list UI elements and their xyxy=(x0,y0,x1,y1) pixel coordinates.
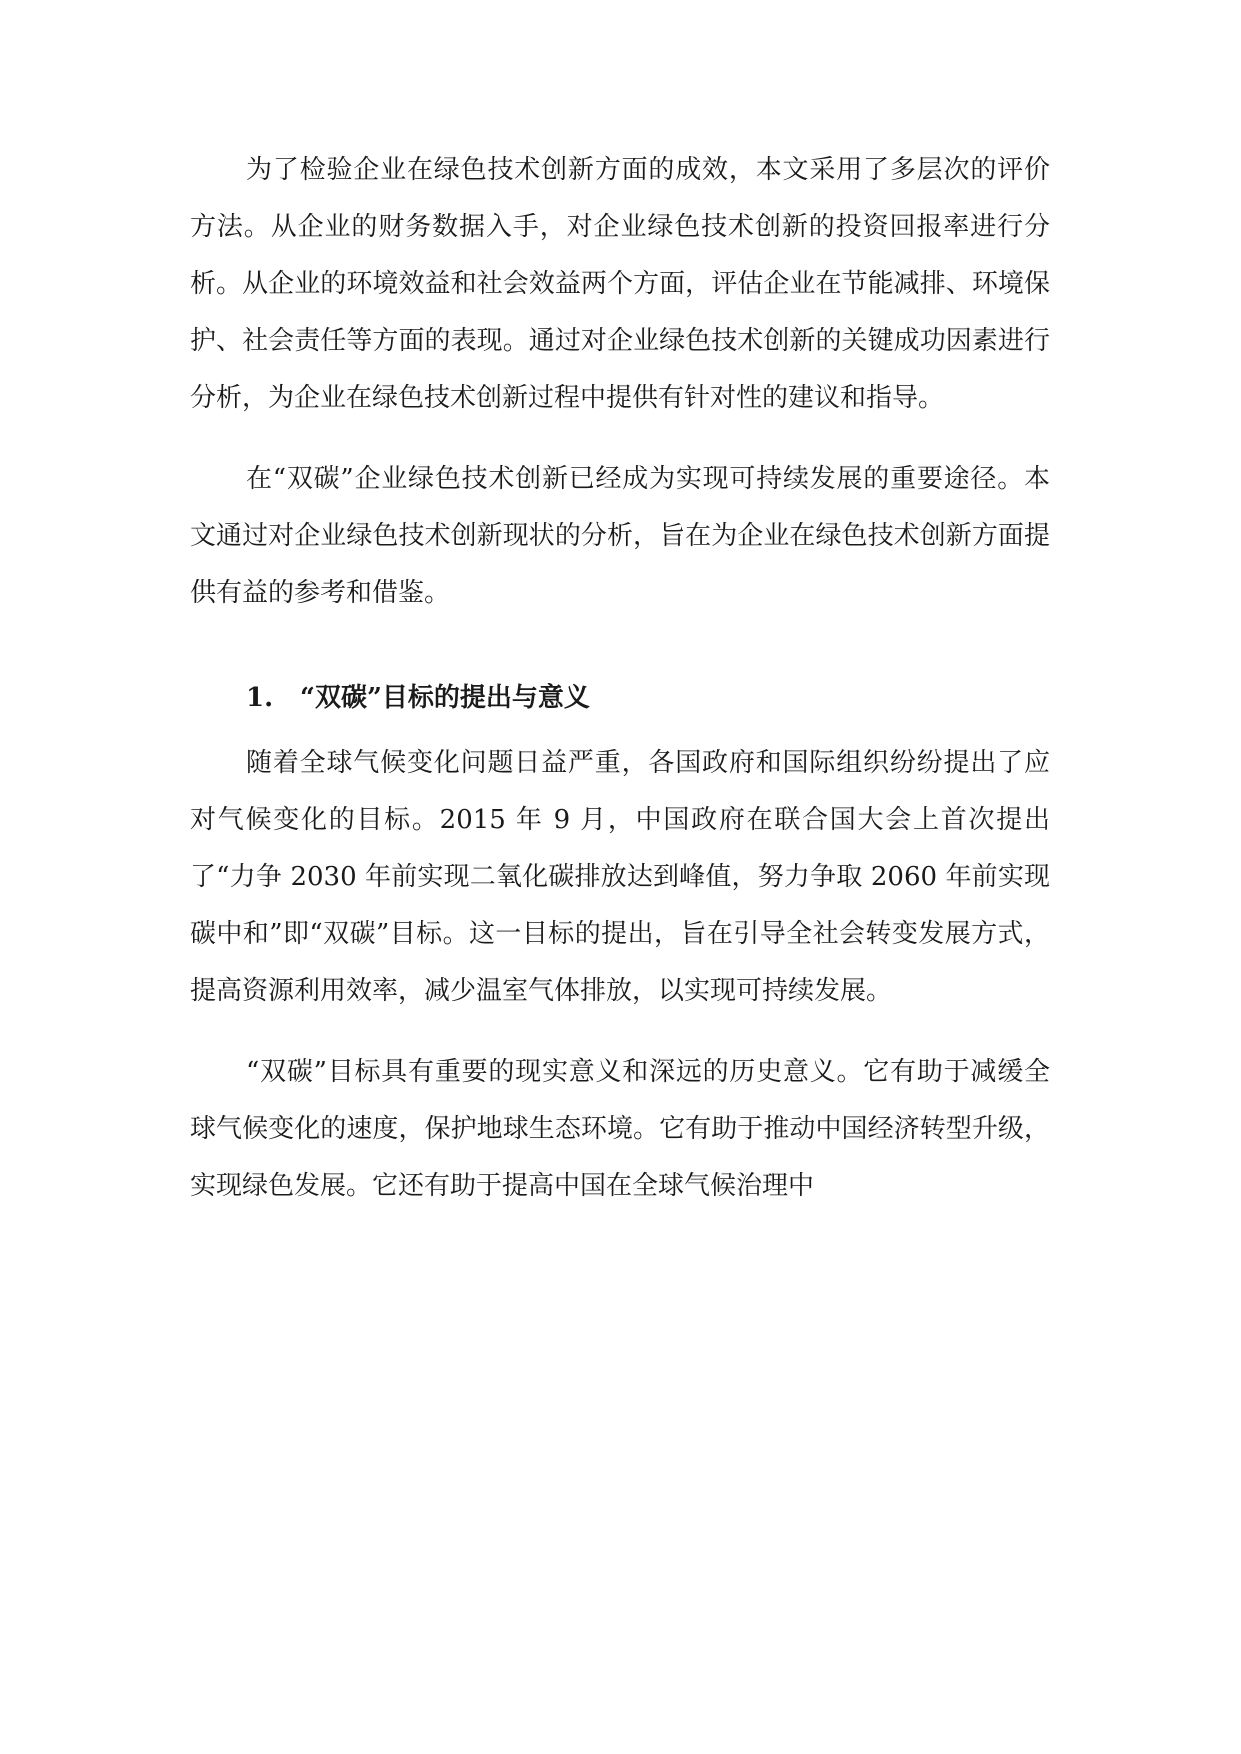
section-title: “双碳”目标的提出与意义 xyxy=(300,683,590,713)
body-paragraph: 随着全球气候变化问题日益严重，各国政府和国际组织纷纷提出了应对气候变化的目标。2015 年 9 月，中国政府在联合国大会上首次提出了“力争 2030 年前实现二氧化碳排放达到峰值，努力争取 2060 年前实现碳中和”即“双碳”目标。这一目标的提出，旨在引导全社会转变发展方式，提高资源利用效率，减少温室气体排放，以实现可持续发展。 xyxy=(190,748,1050,1006)
body-paragraph: “双碳”目标具有重要的现实意义和深远的历史意义。它有助于减缓全球气候变化的速度，保护地球生态环境。它有助于推动中国经济转型升级，实现绿色发展。它还有助于提高中国在全球气候治理中 xyxy=(190,1057,1050,1201)
body-paragraph: 在“双碳”企业绿色技术创新已经成为实现可持续发展的重要途径。本文通过对企业绿色技术创新现状的分析，旨在为企业在绿色技术创新方面提供有益的参考和借鉴。 xyxy=(190,464,1050,608)
section-heading xyxy=(190,670,1050,727)
body-paragraph: 为了检验企业在绿色技术创新方面的成效，本文采用了多层次的评价方法。从企业的财务数据入手，对企业绿色技术创新的投资回报率进行分析。从企业的环境效益和社会效益两个方面，评估企业在节能减排、环境保护、社会责任等方面的表现。通过对企业绿色技术创新的关键成功因素进行分析，为企业在绿色技术创新过程中提供有针对性的建议和指导。 xyxy=(190,155,1050,413)
document-body xyxy=(190,142,1050,1215)
section-number: 1. xyxy=(246,683,274,713)
